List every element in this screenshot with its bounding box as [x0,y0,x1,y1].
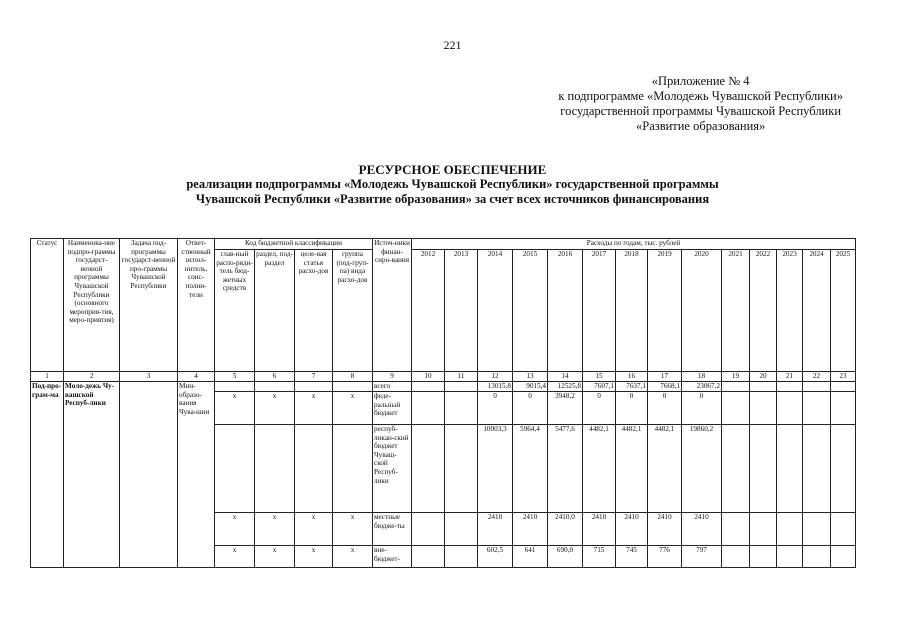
code-cell: x [333,546,373,568]
header-year: 2020 [682,250,722,372]
value-cell: 715 [583,546,616,568]
header-status: Статус [31,239,64,372]
column-number: 17 [648,372,682,382]
value-cell [831,382,856,392]
column-number: 15 [583,372,616,382]
value-cell [777,392,803,425]
value-cell: 13015,8 [478,382,513,392]
code-cell: x [215,546,255,568]
value-cell [412,392,445,425]
value-cell [445,382,478,392]
header-code-group: группа (под-груп-па) вида расхо-дов [333,250,373,372]
value-cell: 797 [682,546,722,568]
task-cell [120,382,178,568]
code-cell [333,382,373,392]
appendix-line: к подпрограмме «Молодежь Чувашской Республики» [558,89,843,103]
title-line-2: реализации подпрограммы «Молодежь Чувашской Республики» государственной программы [186,177,719,191]
value-cell [777,382,803,392]
code-cell [333,425,373,513]
value-cell [831,546,856,568]
column-number: 10 [412,372,445,382]
code-cell [255,382,295,392]
header-year: 2019 [648,250,682,372]
header-year: 2015 [513,250,548,372]
column-number: 13 [513,372,548,382]
value-cell: 23067,2 [682,382,722,392]
value-cell: 776 [648,546,682,568]
code-cell: x [255,546,295,568]
column-number-row [31,372,856,382]
code-cell: x [295,513,333,546]
value-cell: 12525,8 [548,382,583,392]
value-cell [722,425,750,513]
value-cell: 0 [648,392,682,425]
appendix-line: государственной программы Чувашской Республики [560,104,842,118]
value-cell: 5964,4 [513,425,548,513]
value-cell: 7637,1 [616,382,648,392]
value-cell: 0 [583,392,616,425]
value-cell [412,425,445,513]
value-cell [445,425,478,513]
column-number: 6 [255,372,295,382]
column-number: 9 [373,372,412,382]
page-number: 221 [443,38,462,52]
code-cell: x [333,513,373,546]
value-cell [777,425,803,513]
value-cell: 2410 [478,513,513,546]
value-cell [722,392,750,425]
code-cell: x [255,513,295,546]
value-cell: 3948,2 [548,392,583,425]
column-number: 22 [803,372,831,382]
title-line-1: РЕСУРСНОЕ ОБЕСПЕЧЕНИЕ [358,162,547,177]
value-cell [803,513,831,546]
column-number: 5 [215,372,255,382]
document-title [0,162,905,207]
value-cell [412,382,445,392]
value-cell: 5477,6 [548,425,583,513]
source-cell: феде-ральный бюджет [373,392,412,425]
code-cell [295,425,333,513]
code-cell: x [255,392,295,425]
header-year: 2017 [583,250,616,372]
status-cell: Под-про-грам-ма [31,382,64,568]
code-cell [295,382,333,392]
column-number: 2 [64,372,120,382]
value-cell [777,546,803,568]
appendix-line: «Приложение № 4 [651,74,750,88]
code-cell: x [295,546,333,568]
header-year: 2022 [750,250,777,372]
header-task: Задача под-программы государст-венной про-граммы Чувашской Республики [120,239,178,372]
value-cell: 602,5 [478,546,513,568]
value-cell [722,382,750,392]
appendix-line: «Развитие образования» [636,119,766,133]
value-cell: 2410 [682,513,722,546]
value-cell [803,382,831,392]
value-cell [750,546,777,568]
column-number: 12 [478,372,513,382]
header-expenses: Расходы по годам, тыс. рублей [412,239,856,250]
value-cell: 690,0 [548,546,583,568]
value-cell: 10003,3 [478,425,513,513]
code-cell: x [215,392,255,425]
column-number: 11 [445,372,478,382]
value-cell [722,546,750,568]
value-cell: 4482,1 [583,425,616,513]
header-code-article: целе-вая статья расхо-дов [295,250,333,372]
value-cell: 4482,1 [616,425,648,513]
code-cell [215,425,255,513]
value-cell: 19860,2 [682,425,722,513]
value-cell [803,546,831,568]
value-cell [831,392,856,425]
column-number: 4 [178,372,215,382]
value-cell: 7607,1 [583,382,616,392]
title-line-3: Чувашской Республики «Развитие образования» за счет всех источников финансирования [195,192,710,206]
value-cell [412,513,445,546]
responsible-cell: Мин-образо-вания Чува-шии [178,382,215,568]
header-year: 2016 [548,250,583,372]
subprogram-name-cell: Моло-дежь Чу-вашской Респуб-лики [64,382,120,568]
column-number: 16 [616,372,648,382]
header-year: 2012 [412,250,445,372]
header-source: Источ-ники финан-сиро-вания [373,239,412,372]
header-year: 2013 [445,250,478,372]
header-year: 2023 [777,250,803,372]
column-number: 3 [120,372,178,382]
header-year: 2024 [803,250,831,372]
value-cell: 2410 [648,513,682,546]
value-cell [750,382,777,392]
value-cell: 745 [616,546,648,568]
value-cell: 0 [478,392,513,425]
value-cell [750,513,777,546]
column-number: 1 [31,372,64,382]
column-number: 21 [777,372,803,382]
header-budget-code: Код бюджетной классификации [215,239,373,250]
code-cell: x [295,392,333,425]
source-cell: всего [373,382,412,392]
header-year: 2014 [478,250,513,372]
column-number: 19 [722,372,750,382]
value-cell [803,392,831,425]
code-cell [215,382,255,392]
value-cell [750,425,777,513]
resource-table [30,238,856,568]
table-row [31,382,856,392]
column-number: 20 [750,372,777,382]
value-cell [722,513,750,546]
header-year: 2018 [616,250,648,372]
column-number: 7 [295,372,333,382]
source-cell: местные бюдже-ты [373,513,412,546]
value-cell: 4482,1 [648,425,682,513]
value-cell: 7668,1 [648,382,682,392]
column-number: 18 [682,372,722,382]
header-name: Наименова-ние подпро-граммы государст-венной программы Чувашской Республики (основного мероприя-тия, меро-приятия) [64,239,120,372]
header-code-section: раздел, под-раздел [255,250,295,372]
code-cell: x [333,392,373,425]
value-cell: 0 [616,392,648,425]
value-cell: 0 [513,392,548,425]
value-cell [445,513,478,546]
column-number: 8 [333,372,373,382]
column-number: 23 [831,372,856,382]
value-cell: 2410 [583,513,616,546]
value-cell: 2410,0 [548,513,583,546]
code-cell [255,425,295,513]
value-cell [803,425,831,513]
source-cell: респуб-ликан-ский бюджет Чуваш-ской Респуб-лики [373,425,412,513]
value-cell [831,425,856,513]
value-cell [831,513,856,546]
value-cell [445,546,478,568]
header-year: 2025 [831,250,856,372]
value-cell [750,392,777,425]
header-responsible: Ответ-ственный испол-нитель, соис-полни-тели [178,239,215,372]
column-number: 14 [548,372,583,382]
value-cell: 641 [513,546,548,568]
value-cell [777,513,803,546]
source-cell: вне-бюджет- [373,546,412,568]
value-cell: 2410 [616,513,648,546]
value-cell [445,392,478,425]
value-cell: 0 [682,392,722,425]
value-cell: 2410 [513,513,548,546]
header-code-manager: глав-ный распо-ряди-тель бюд-жетных средств [215,250,255,372]
value-cell [412,546,445,568]
value-cell: 9015,4 [513,382,548,392]
code-cell: x [215,513,255,546]
appendix-note [558,74,843,134]
header-year: 2021 [722,250,750,372]
